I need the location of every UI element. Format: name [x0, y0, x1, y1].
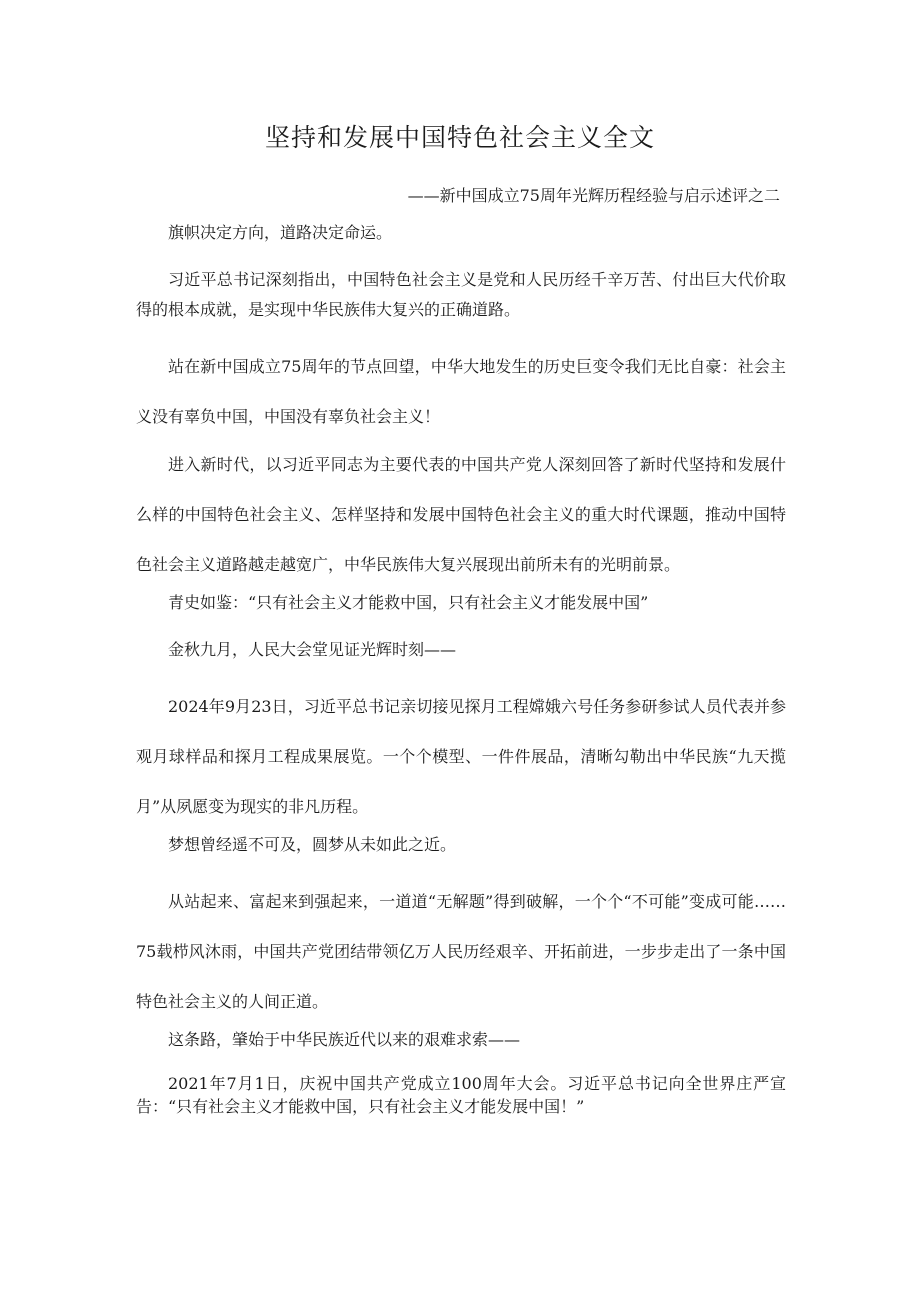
document-title: 坚持和发展中国特色社会主义全文 — [264, 123, 655, 152]
paragraph: 从站起来、富起来到强起来，一道道“无解题”得到破解，一个个“不可能”变成可能……75载栉风沐雨，中国共产党团结带领亿万人民历经艰辛、开拓前进，一步步走出了一条中国特色社会主义的人间正道。 — [136, 892, 786, 1011]
document-body — [136, 218, 786, 1135]
paragraph: 2021年7月1日，庆祝中国共产党成立100周年大会。习近平总书记向全世界庄严宣告：“只有社会主义才能救中国，只有社会主义才能发展中国！” — [136, 1074, 786, 1116]
paragraph: 这条路，肇始于中华民族近代以来的艰难求索—— — [168, 1030, 521, 1049]
paragraph: 梦想曾经遥不可及，圆梦从未如此之近。 — [168, 835, 457, 854]
document-subtitle: ——新中国成立75周年光辉历程经验与启示述评之二 — [407, 186, 780, 205]
paragraph: 站在新中国成立75周年的节点回望，中华大地发生的历史巨变令我们无比自豪：社会主义没有辜负中国，中国没有辜负社会主义！ — [136, 357, 786, 426]
paragraph: 旗帜决定方向，道路决定命运。 — [168, 223, 393, 242]
paragraph: 习近平总书记深刻指出，中国特色社会主义是党和人民历经千辛万苦、付出巨大代价取得的根本成就，是实现中华民族伟大复兴的正确道路。 — [136, 270, 786, 319]
paragraph: 进入新时代，以习近平同志为主要代表的中国共产党人深刻回答了新时代坚持和发展什么样的中国特色社会主义、怎样坚持和发展中国特色社会主义的重大时代课题，推动中国特色社会主义道路越走越宽广，中华民族伟大复兴展现出前所未有的光明前景。 — [136, 455, 786, 574]
paragraph: 金秋九月，人民大会堂见证光辉时刻—— — [168, 640, 457, 659]
paragraph: 2024年9月23日，习近平总书记亲切接见探月工程嫦娥六号任务参研参试人员代表并参观月球样品和探月工程成果展览。一个个模型、一件件展品，清晰勾勒出中华民族“九天揽月”从夙愿变为现实的非凡历程。 — [136, 697, 786, 816]
paragraph: 青史如鉴：“只有社会主义才能救中国，只有社会主义才能发展中国” — [168, 593, 649, 612]
